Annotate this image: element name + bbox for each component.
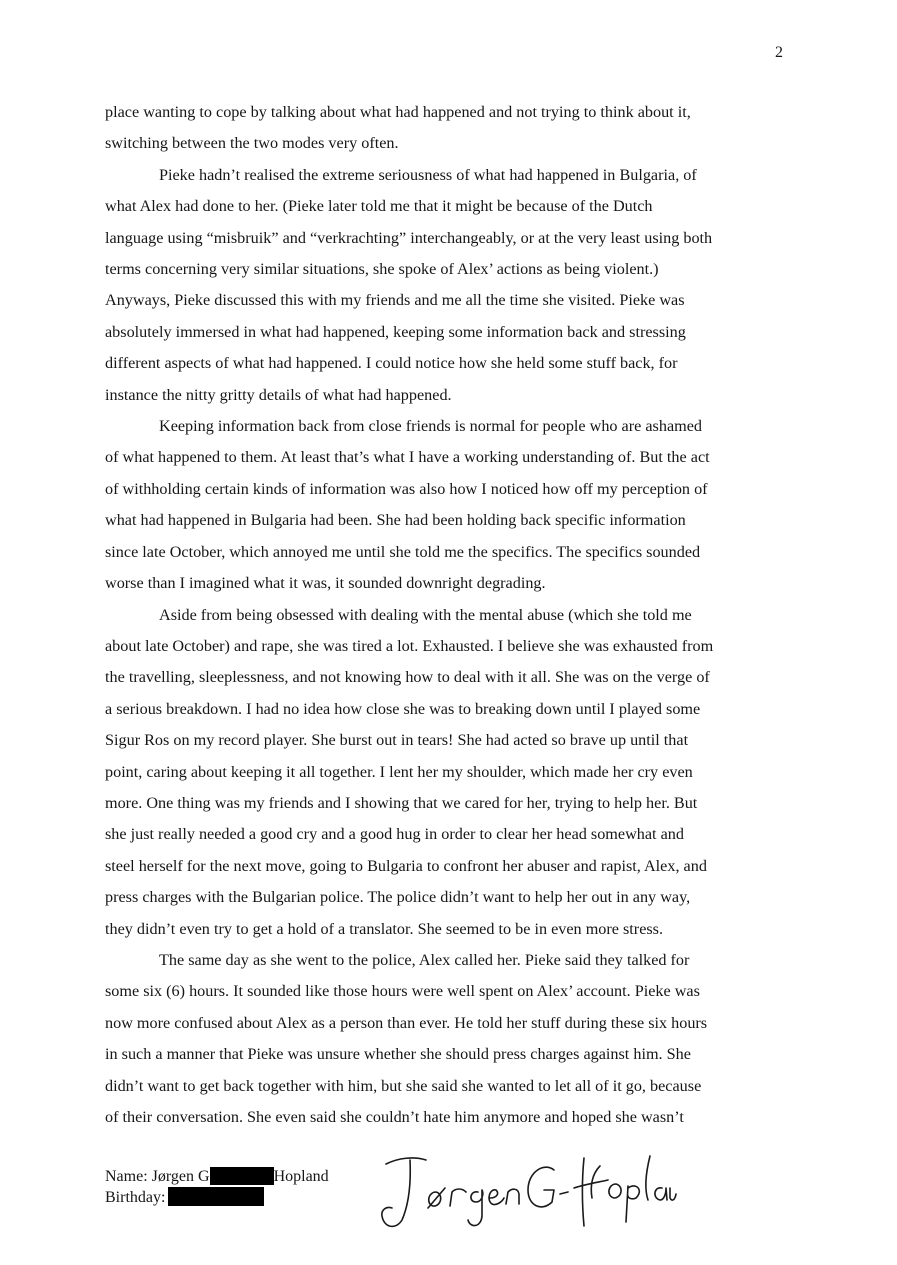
text-line: they didn’t even try to get a hold of a translator. She seemed to be in even more stress.	[105, 919, 664, 938]
text-line: different aspects of what had happened. I could notice how she held some stuff back, for	[105, 354, 678, 373]
name-suffix: Hopland	[273, 1168, 329, 1185]
text-line: press charges with the Bulgarian police. The police didn’t want to help her out in any way,	[105, 888, 691, 907]
text-line: instance the nitty gritty details of what had happened.	[105, 385, 452, 404]
text-line: what had happened in Bulgaria had been. She had been holding back specific information	[105, 511, 686, 530]
text-line: she just really needed a good cry and a good hug in order to clear her head somewhat and	[105, 825, 684, 844]
text-line: Anyways, Pieke discussed this with my friends and me all the time she visited. Pieke was	[105, 291, 685, 310]
text-line: Aside from being obsessed with dealing with the mental abuse (which she told me	[159, 605, 692, 624]
text-line: terms concerning very similar situations, she spoke of Alex’ actions as being violent.)	[105, 260, 659, 279]
text-line: worse than I imagined what it was, it sounded downright degrading.	[105, 574, 546, 593]
text-line: Sigur Ros on my record player. She burst out in tears! She had acted so brave up until that	[105, 731, 689, 750]
paragraph	[105, 600, 795, 945]
text-line: of what happened to them. At least that’s what I have a working understanding of. But the act	[105, 448, 710, 467]
text-line: switching between the two modes very often.	[105, 134, 399, 153]
text-line: Pieke hadn’t realised the extreme seriousness of what had happened in Bulgaria, of	[159, 165, 697, 184]
text-line: Keeping information back from close friends is normal for people who are ashamed	[159, 417, 703, 436]
birthday-row	[105, 1187, 329, 1208]
text-line: The same day as she went to the police, Alex called her. Pieke said they talked for	[159, 950, 690, 969]
text-line: more. One thing was my friends and I showing that we cared for her, trying to help her. But	[105, 793, 698, 812]
paragraph	[105, 97, 795, 160]
text-line: steel herself for the next move, going to Bulgaria to confront her abuser and rapist, Alex, and	[105, 856, 707, 875]
text-line: now more confused about Alex as a person than ever. He told her stuff during these six hours	[105, 1013, 708, 1032]
text-line: the travelling, sleeplessness, and not knowing how to deal with it all. She was on the verge of	[105, 668, 710, 687]
text-line: some six (6) hours. It sounded like those hours were well spent on Alex’ account. Pieke was	[105, 982, 700, 1001]
handwritten-signature	[378, 1142, 678, 1232]
text-line: place wanting to cope by talking about what had happened and not trying to think about it,	[105, 103, 691, 121]
text-line: didn’t want to get back together with him, but she said she wanted to let all of it go, because	[105, 1076, 702, 1095]
text-line: a serious breakdown. I had no idea how close she was to breaking down until I played some	[105, 699, 701, 718]
text-line: language using “misbruik” and “verkrachting” interchangeably, or at the very least using both	[105, 228, 713, 247]
text-line: of their conversation. She even said she couldn’t hate him anymore and hoped she wasn’t	[105, 1108, 684, 1126]
text-line: about late October) and rape, she was tired a lot. Exhausted. I believe she was exhausted from	[105, 636, 714, 655]
document-body	[105, 97, 795, 1133]
paragraph	[105, 160, 795, 411]
text-line: what Alex had done to her. (Pieke later told me that it might be because of the Dutch	[105, 197, 653, 216]
birthday-redaction	[168, 1187, 264, 1206]
text-line: of withholding certain kinds of information was also how I noticed how off my perception of	[105, 479, 708, 498]
name-redaction	[210, 1167, 274, 1185]
footer-signature-block	[105, 1166, 329, 1208]
birthday-label: Birthday:	[105, 1189, 166, 1206]
name-row	[105, 1166, 329, 1187]
name-label: Name: Jørgen G	[105, 1168, 210, 1185]
paragraph	[105, 945, 795, 1133]
text-line: absolutely immersed in what had happened, keeping some information back and stressing	[105, 322, 686, 341]
text-line: point, caring about keeping it all together. I lent her my shoulder, which made her cry even	[105, 762, 693, 781]
page-number: 2	[775, 44, 783, 61]
paragraph	[105, 411, 795, 599]
text-line: since late October, which annoyed me until she told me the specifics. The specifics sounded	[105, 542, 701, 561]
text-line: in such a manner that Pieke was unsure whether she should press charges against him. She	[105, 1045, 691, 1064]
